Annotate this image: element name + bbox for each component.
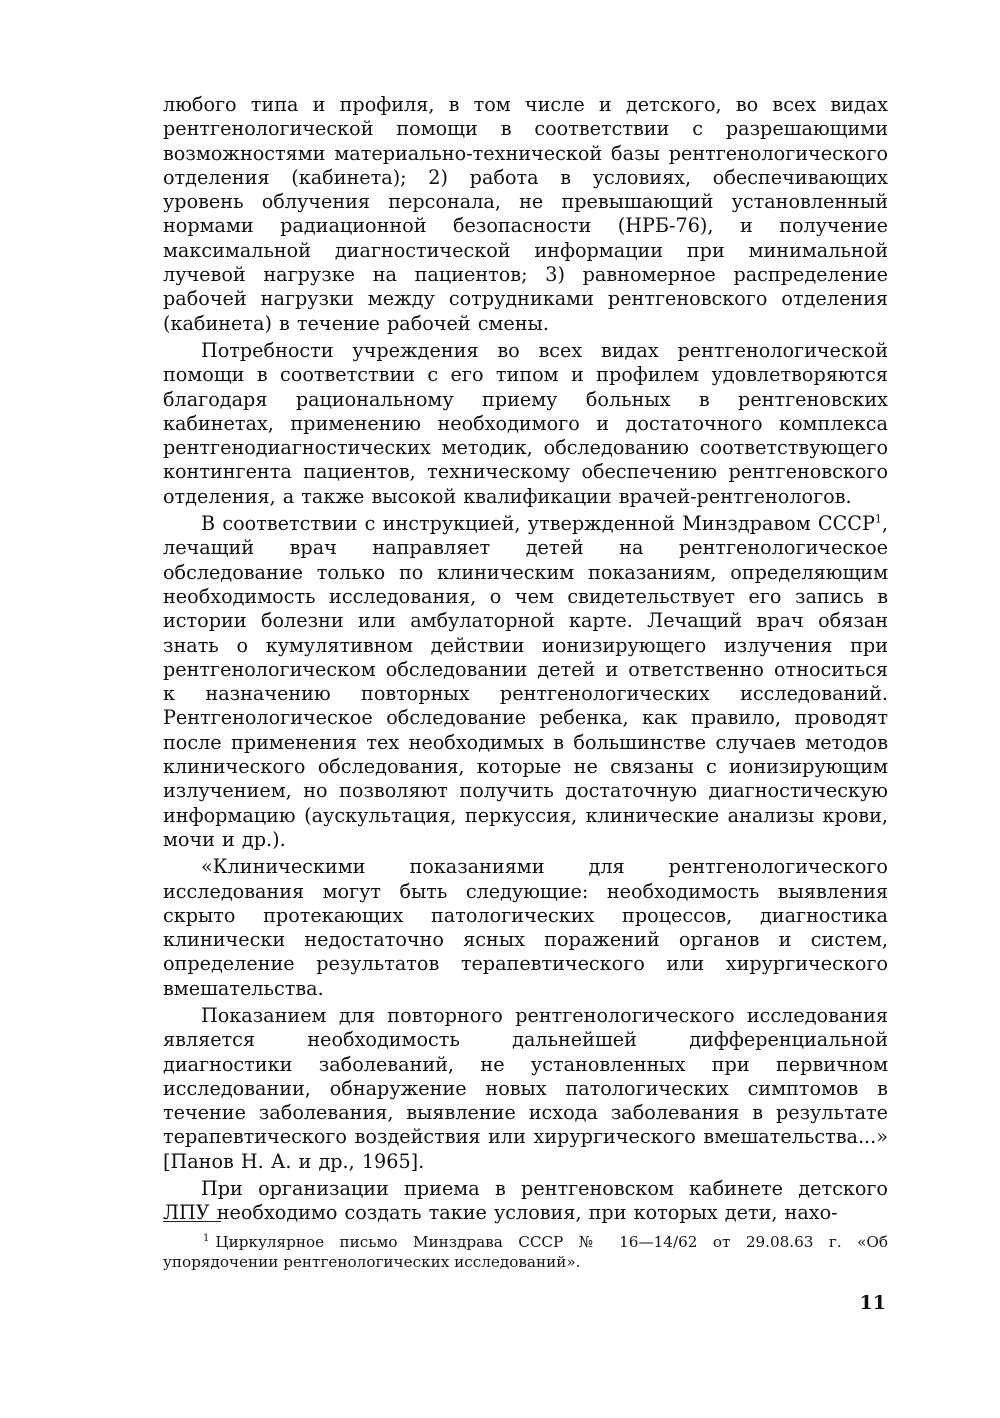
paragraph-3-rest: , лечащий врач направляет детей на рентгенологическое обследование только по клиническим показаниям, определяющим необходимость исследования, о чем свидетельствует его запись в истории болезни или амбулаторной карте. Лечащий врач обязан знать о кумулятивном действии ионизирующего излучения при рентгенологическом обследовании детей и ответственно относиться к назначению повторных рентгенологических исследований. — [163, 512, 888, 706]
paragraph-3-cont: Рентгенологическое обследование ребенка, как правило, проводят после применения тех необходимых в большинстве случаев методов клинического обследования, которые не связаны с ионизирующим излучением, но позволяют получить достаточную диагностическую информацию (аускультация, перкуссия, клинические анализы крови, мочи и др.). — [163, 706, 888, 851]
page-number: 11 — [859, 1292, 886, 1314]
paragraph-1: любого типа и профиля, в том числе и детского, во всех видах рентгенологической помощи в соответствии с разрешающими возможностями материально-технической базы рентгенологического отделения (кабинета); 2) работа в условиях, обеспечивающих уровень облучения персонала, не превышающий установленный нормами радиационной безопасности (НРБ-76), и получение максимальной диагностической информации при минимальной лучевой нагрузке на пациентов; 3) равномерное распределение рабочей нагрузки между сотрудниками рентгеновского отделения (кабинета) в течение рабочей смены. — [163, 93, 888, 335]
footnote-divider — [163, 1221, 221, 1222]
paragraph-2: Потребности учреждения во всех видах рентгенологической помощи в соответствии с его типом и профилем удовлетворяются благодаря рациональному приему больных в рентгеновских кабинетах, применению необходимого и достаточного комплекса рентгенодиагностических методик, обследованию соответствующего контингента пациентов, техническому обеспечению рентгеновского отделения, а также высокой квалификации врачей-рентгенологов. — [163, 338, 888, 508]
footnote-text: Циркулярное письмо Минздрава СССР № 16—14/62 от 29.08.63 г. «Об упорядочении рентгенологических исследований». — [163, 1233, 888, 1271]
footnote-mark: 1 — [203, 1232, 210, 1244]
paragraph-5: Показанием для повторного рентгенологического исследования является необходимость дальнейшей дифференциальной диагностики заболеваний, не установленных при первичном исследовании, обнаружение новых патологических симптомов в течение заболевания, выявление исхода заболевания в результате терапевтического воздействия или хирургического вмешательства...» [Панов Н. А. и др., 1965]. — [163, 1003, 888, 1173]
paragraph-4: «Клиническими показаниями для рентгенологического исследования могут быть следующие: необходимость выявления скрыто протекающих патологических процессов, диагностика клинически недостаточно ясных поражений органов и систем, определение результатов терапевтического или хирургического вмешательства. — [163, 855, 888, 1000]
footnote-reference: 1 — [874, 512, 882, 526]
paragraph-3-start: В соответствии с инструкцией, утвержденной Минздравом СССР — [201, 512, 875, 536]
body-text — [163, 93, 888, 1226]
paragraph-3 — [163, 512, 888, 852]
footnote — [163, 1232, 888, 1272]
paragraph-6: При организации приема в рентгеновском кабинете детского ЛПУ необходимо создать такие условия, при которых дети, нахо- — [163, 1177, 888, 1225]
